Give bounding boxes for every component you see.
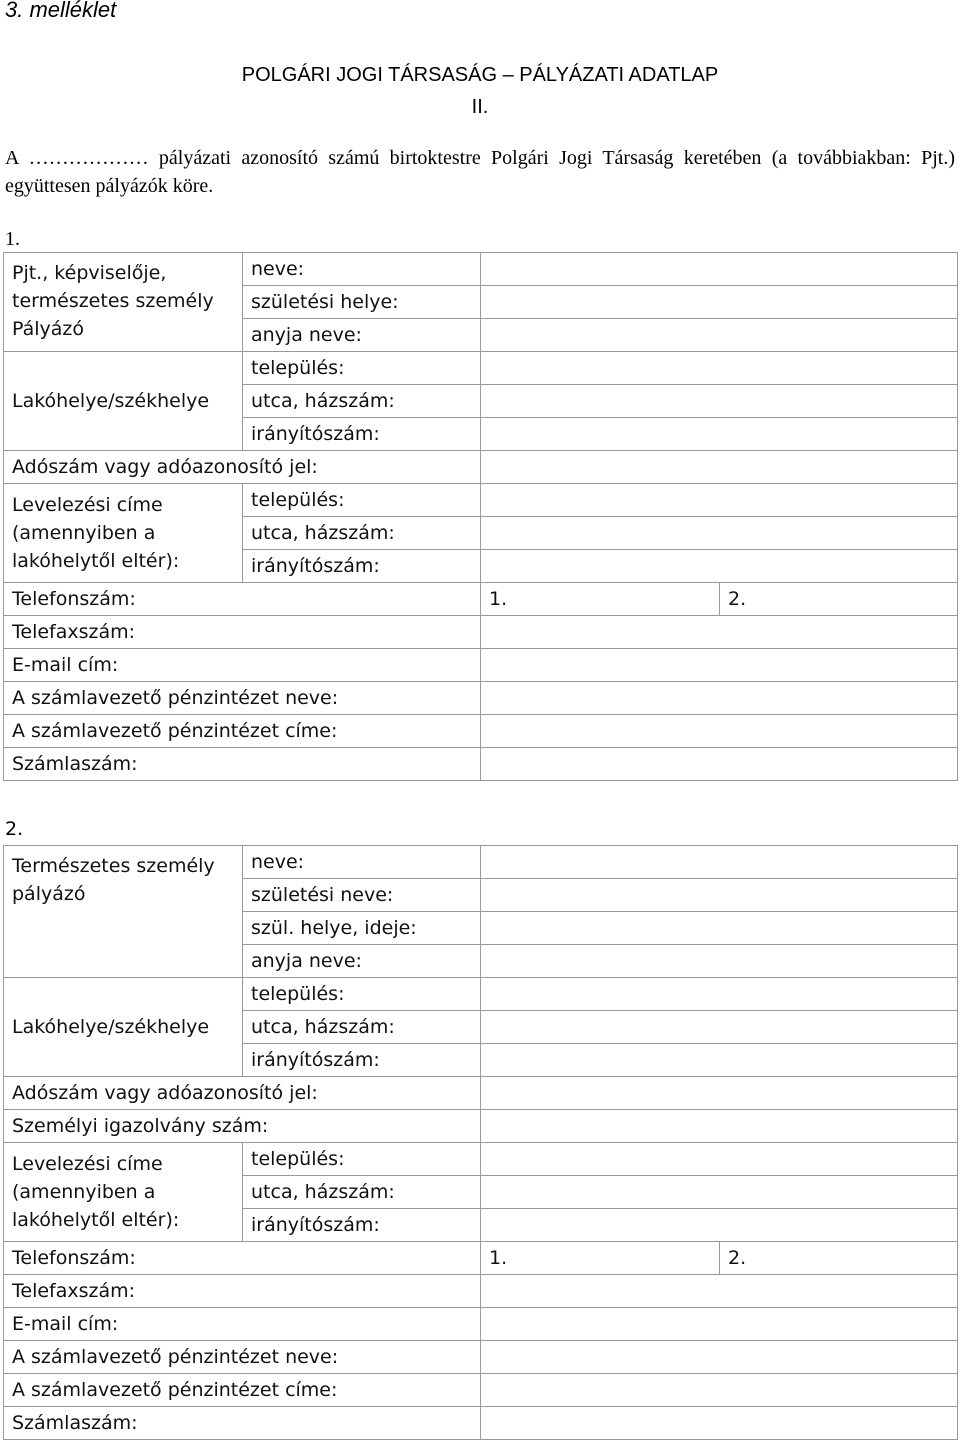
bank-address-label: A számlavezető pénzintézet címe: <box>4 1374 481 1407</box>
postcode-label: irányítószám: <box>243 418 481 451</box>
id-card-label: Személyi igazolvány szám: <box>4 1110 481 1143</box>
tax-id-field[interactable] <box>481 451 958 484</box>
mail-settlement-field[interactable] <box>481 1143 958 1176</box>
street-label: utca, házszám: <box>243 1011 481 1044</box>
account-label: Számlaszám: <box>4 1407 481 1440</box>
postcode-label: irányítószám: <box>243 1044 481 1077</box>
mail-postcode-label: irányítószám: <box>243 1209 481 1242</box>
email-label: E-mail cím: <box>4 1308 481 1341</box>
bank-name-label: A számlavezető pénzintézet neve: <box>4 1341 481 1374</box>
phone-2-field[interactable]: 2. <box>720 1242 958 1275</box>
mother-name-label: anyja neve: <box>243 945 481 978</box>
annex-label: 3. melléklet <box>5 0 117 22</box>
tax-id-label: Adószám vagy adóazonosító jel: <box>4 1077 481 1110</box>
residence-label: Lakóhelye/székhelye <box>4 352 243 451</box>
tax-id-field[interactable] <box>481 1077 958 1110</box>
section-1-table <box>3 252 958 781</box>
applicant-label: Természetes személy pályázó <box>4 846 243 978</box>
bank-address-field[interactable] <box>481 1374 958 1407</box>
street-field[interactable] <box>481 1011 958 1044</box>
residence-label: Lakóhelye/székhelye <box>4 978 243 1077</box>
mailing-label: Levelezési címe (amennyiben a lakóhelytől eltér): <box>4 1143 243 1242</box>
mail-settlement-label: település: <box>243 1143 481 1176</box>
birth-place-date-field[interactable] <box>481 912 958 945</box>
mail-street-field[interactable] <box>481 1176 958 1209</box>
birth-place-label: születési helye: <box>243 286 481 319</box>
form-title-roman: II. <box>471 96 489 118</box>
form-title: POLGÁRI JOGI TÁRSASÁG – PÁLYÁZATI ADATLAP <box>241 64 719 86</box>
account-label: Számlaszám: <box>4 748 481 781</box>
mail-settlement-label: település: <box>243 484 481 517</box>
postcode-field[interactable] <box>481 418 958 451</box>
phone-1-field[interactable]: 1. <box>481 1242 720 1275</box>
mail-postcode-field[interactable] <box>481 1209 958 1242</box>
mail-settlement-field[interactable] <box>481 484 958 517</box>
birth-place-date-label: szül. helye, ideje: <box>243 912 481 945</box>
mail-street-label: utca, házszám: <box>243 1176 481 1209</box>
fax-field[interactable] <box>481 1275 958 1308</box>
bank-name-field[interactable] <box>481 1341 958 1374</box>
account-field[interactable] <box>481 748 958 781</box>
mail-postcode-label: irányítószám: <box>243 550 481 583</box>
applicant-label: Pjt., képviselője, természetes személy Pályázó <box>4 253 243 352</box>
intro-paragraph: A ……………… pályázati azonosító számú birtoktestre Polgári Jogi Társaság keretében (a továbbiakban: Pjt.) együttesen pályázók köre. <box>5 147 955 197</box>
bank-name-field[interactable] <box>481 682 958 715</box>
bank-address-field[interactable] <box>481 715 958 748</box>
account-field[interactable] <box>481 1407 958 1440</box>
name-field[interactable] <box>481 253 958 286</box>
street-field[interactable] <box>481 385 958 418</box>
mail-street-field[interactable] <box>481 517 958 550</box>
email-label: E-mail cím: <box>4 649 481 682</box>
name-label: neve: <box>243 253 481 286</box>
birth-place-field[interactable] <box>481 286 958 319</box>
fax-field[interactable] <box>481 616 958 649</box>
fax-label: Telefaxszám: <box>4 1275 481 1308</box>
phone-label: Telefonszám: <box>4 583 481 616</box>
bank-name-label: A számlavezető pénzintézet neve: <box>4 682 481 715</box>
name-field[interactable] <box>481 846 958 879</box>
mother-name-label: anyja neve: <box>243 319 481 352</box>
id-card-field[interactable] <box>481 1110 958 1143</box>
section-2-table <box>3 845 958 1440</box>
mail-postcode-field[interactable] <box>481 550 958 583</box>
settlement-field[interactable] <box>481 352 958 385</box>
tax-id-label: Adószám vagy adóazonosító jel: <box>4 451 481 484</box>
settlement-label: település: <box>243 978 481 1011</box>
street-label: utca, házszám: <box>243 385 481 418</box>
birth-name-field[interactable] <box>481 879 958 912</box>
email-field[interactable] <box>481 649 958 682</box>
settlement-label: település: <box>243 352 481 385</box>
phone-label: Telefonszám: <box>4 1242 481 1275</box>
birth-name-label: születési neve: <box>243 879 481 912</box>
mail-street-label: utca, házszám: <box>243 517 481 550</box>
phone-1-field[interactable]: 1. <box>481 583 720 616</box>
section-1-number: 1. <box>5 228 20 250</box>
section-2-number: 2. <box>5 818 24 840</box>
postcode-field[interactable] <box>481 1044 958 1077</box>
settlement-field[interactable] <box>481 978 958 1011</box>
email-field[interactable] <box>481 1308 958 1341</box>
name-label: neve: <box>243 846 481 879</box>
bank-address-label: A számlavezető pénzintézet címe: <box>4 715 481 748</box>
mailing-label: Levelezési címe (amennyiben a lakóhelytől eltér): <box>4 484 243 583</box>
mother-name-field[interactable] <box>481 945 958 978</box>
fax-label: Telefaxszám: <box>4 616 481 649</box>
phone-2-field[interactable]: 2. <box>720 583 958 616</box>
mother-name-field[interactable] <box>481 319 958 352</box>
